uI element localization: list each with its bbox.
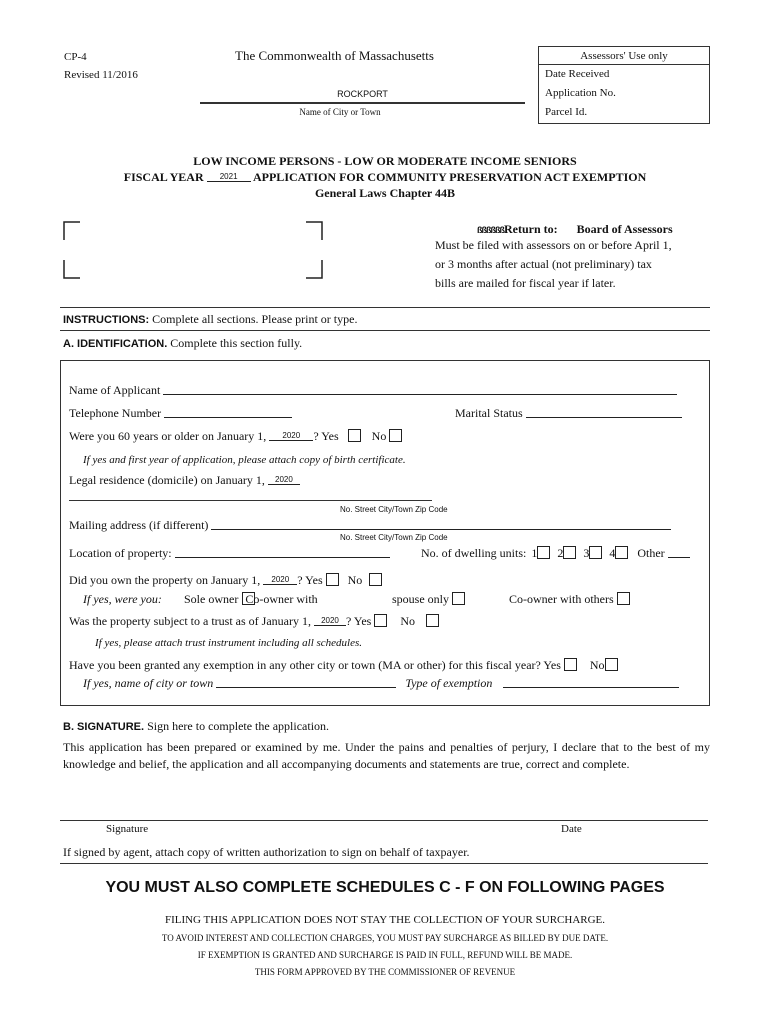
age-no-label: No — [371, 429, 387, 443]
marital-row — [455, 406, 682, 421]
trust-note: If yes, please attach trust instrument including all schedules. — [95, 637, 363, 649]
signature-label: Signature — [106, 823, 149, 835]
return-line-3: bills are mailed for fiscal year if later. — [435, 276, 616, 290]
trust-year-field[interactable]: 2020 — [314, 616, 346, 626]
address-window-marks — [60, 218, 326, 282]
age-yes-checkbox[interactable] — [348, 429, 361, 442]
agent-note: If signed by agent, attach copy of written authorization to sign on behalf of taxpayer. — [63, 845, 470, 859]
assessors-box — [538, 46, 710, 124]
spouse-only-row — [392, 592, 465, 607]
title-line2 — [0, 170, 770, 185]
perjury-declaration: This application has been prepared or examined by me. Under the pains and penalties of perjury, I declare that to the best of my knowledge and belief, the application and all accompanying documents and statements are true, correct and complete. — [63, 740, 710, 771]
legal-residence-address-field[interactable] — [69, 500, 432, 501]
instructions-top-rule — [60, 307, 710, 308]
schedules-notice: YOU MUST ALSO COMPLETE SCHEDULES C - F ON FOLLOWING PAGES — [105, 879, 665, 896]
return-to-label: Return to: — [504, 222, 558, 236]
telephone-label: Telephone Number — [69, 406, 162, 420]
ownership-question-row — [69, 573, 382, 588]
ownership-question-label: Did you own the property on January 1, — [69, 573, 261, 587]
ownership-no-checkbox[interactable] — [369, 573, 382, 586]
unit-4-label: 4 — [609, 546, 616, 560]
fiscal-year-field[interactable]: 2021 — [207, 172, 251, 182]
unit-1-label: 1 — [531, 546, 538, 560]
age-question-label: Were you 60 years or older on January 1, — [69, 429, 267, 443]
marital-label: Marital Status — [455, 406, 523, 420]
date-received-label: Date Received — [545, 68, 610, 80]
trust-no-label: No — [400, 614, 415, 628]
mailing-address-row — [69, 518, 671, 533]
parcel-id-label: Parcel Id. — [545, 106, 588, 118]
mailing-address-field[interactable] — [211, 518, 671, 530]
other-city-field[interactable] — [216, 676, 396, 688]
footer-line-4: THIS FORM APPROVED BY THE COMMISSIONER OF REVENUE — [254, 967, 516, 977]
ownership-year-field[interactable]: 2020 — [263, 575, 297, 585]
exemption-question-label: Have you been granted any exemption in any other city or town (MA or other) for this fiscal year? Yes — [69, 658, 561, 672]
city-line — [200, 102, 525, 104]
legal-residence-year[interactable]: 2020 — [268, 475, 300, 485]
other-units-field[interactable] — [668, 546, 690, 558]
dwelling-units-row — [421, 546, 690, 561]
agent-rule — [60, 863, 708, 864]
applicant-name-row — [69, 383, 677, 398]
unit-3-checkbox[interactable] — [589, 546, 602, 559]
location-row — [69, 546, 390, 561]
if-yes-were-you: If yes, were you: — [83, 592, 162, 606]
birth-certificate-note: If yes and first year of application, please attach copy of birth certificate. — [83, 454, 406, 466]
telephone-row — [69, 406, 292, 421]
marital-field[interactable] — [526, 406, 682, 418]
form-code: CP-4 — [64, 51, 87, 63]
footer-line-3: IF EXEMPTION IS GRANTED AND SURCHARGE IS PAID IN FULL, REFUND WILL BE MADE. — [197, 950, 573, 960]
trust-question-label: Was the property subject to a trust as of January 1, — [69, 614, 311, 628]
trust-no-checkbox[interactable] — [426, 614, 439, 627]
ownership-yes-checkbox[interactable] — [326, 573, 339, 586]
exemption-type-label: Type of exemption — [405, 676, 493, 690]
exemption-no-label: No — [589, 658, 605, 672]
telephone-field[interactable] — [164, 406, 292, 418]
return-line-1: Must be filed with assessors on or before April 1, — [435, 238, 672, 252]
ownership-yes-label: ? Yes — [297, 573, 323, 587]
spouse-only-label: spouse only — [392, 592, 449, 606]
exemption-yes-checkbox[interactable] — [564, 658, 577, 671]
legal-residence-row — [69, 473, 300, 488]
application-no-label: Application No. — [545, 87, 616, 99]
title-line3: General Laws Chapter 44B — [314, 186, 456, 200]
trust-question-row — [69, 614, 439, 629]
exemption-no-checkbox[interactable] — [605, 658, 618, 671]
exemption-type-field[interactable] — [503, 676, 679, 688]
other-city-label: If yes, name of city or town — [83, 676, 214, 690]
co-owner-with-label: Co-owner with — [245, 592, 318, 606]
trust-yes-label: ? Yes — [345, 614, 372, 628]
mailing-address-label: Mailing address (if different) — [69, 518, 209, 532]
legal-residence-label: Legal residence (domicile) on January 1, — [69, 473, 265, 487]
section-b-text: Sign here to complete the application. — [147, 719, 330, 733]
city-caption: Name of City or Town — [299, 107, 381, 117]
title-line1: LOW INCOME PERSONS - LOW OR MODERATE INCOME SENIORS — [193, 154, 577, 168]
assessors-box-title: Assessors' Use only — [539, 47, 709, 65]
commonwealth-title: The Commonwealth of Massachusetts — [235, 48, 434, 63]
unit-4-checkbox[interactable] — [615, 546, 628, 559]
co-owner-others-checkbox[interactable] — [617, 592, 630, 605]
co-owner-others-row — [509, 592, 630, 607]
section-b-heading — [63, 719, 329, 734]
instructions — [63, 312, 357, 327]
unit-2-checkbox[interactable] — [563, 546, 576, 559]
ownership-type-row — [184, 592, 318, 607]
spouse-only-checkbox[interactable] — [452, 592, 465, 605]
ownership-no-label: No — [347, 573, 363, 587]
instructions-bottom-rule — [60, 330, 710, 331]
exemption-question-row — [69, 658, 618, 673]
board-of-assessors: Board of Assessors — [576, 222, 673, 236]
dwelling-units-label: No. of dwelling units: — [421, 546, 527, 560]
city-name[interactable]: ROCKPORT — [337, 89, 388, 99]
other-city-row — [83, 676, 679, 691]
section-a-label: A. IDENTIFICATION. — [63, 338, 168, 350]
unit-2-label: 2 — [557, 546, 564, 560]
return-line-2: or 3 months after actual (not preliminary) tax — [435, 257, 652, 271]
redacted-text: ßßßßßß — [477, 225, 504, 235]
return-heading — [477, 222, 673, 237]
other-units-label: Other — [637, 546, 665, 560]
address-caption-2: No. Street City/Town Zip Code — [340, 533, 448, 542]
section-a-heading — [63, 336, 302, 351]
footer-line-1: FILING THIS APPLICATION DOES NOT STAY THE COLLECTION OF YOUR SURCHARGE. — [164, 914, 606, 926]
fiscal-year-label: FISCAL YEAR — [123, 170, 204, 184]
trust-yes-checkbox[interactable] — [374, 614, 387, 627]
location-field[interactable] — [175, 546, 390, 558]
application-title: APPLICATION FOR COMMUNITY PRESERVATION ACT EXEMPTION — [252, 170, 647, 184]
applicant-name-field[interactable] — [163, 383, 677, 395]
applicant-name-label: Name of Applicant — [69, 383, 161, 397]
instructions-label: INSTRUCTIONS: — [63, 314, 150, 326]
return-instructions — [435, 236, 672, 293]
sole-owner-label: Sole owner — [184, 592, 239, 606]
section-a-text: Complete this section fully. — [170, 336, 303, 350]
age-no-checkbox[interactable] — [389, 429, 402, 442]
age-year-field[interactable]: 2020 — [269, 431, 313, 441]
date-label: Date — [561, 823, 582, 835]
footer-line-2: TO AVOID INTEREST AND COLLECTION CHARGES, YOU MUST PAY SURCHARGE AS BILLED BY DUE DATE. — [161, 933, 609, 943]
unit-3-label: 3 — [583, 546, 590, 560]
location-label: Location of property: — [69, 546, 172, 560]
age-yes-label: ? Yes — [313, 429, 339, 443]
age-question-row — [69, 429, 402, 444]
signature-line[interactable] — [60, 820, 708, 821]
instructions-text: Complete all sections. Please print or type. — [152, 312, 358, 326]
co-owner-others-label: Co-owner with others — [509, 592, 614, 606]
revised-date: Revised 11/2016 — [64, 69, 138, 81]
unit-1-checkbox[interactable] — [537, 546, 550, 559]
address-caption-1: No. Street City/Town Zip Code — [340, 505, 448, 514]
section-b-label: B. SIGNATURE. — [63, 721, 145, 733]
